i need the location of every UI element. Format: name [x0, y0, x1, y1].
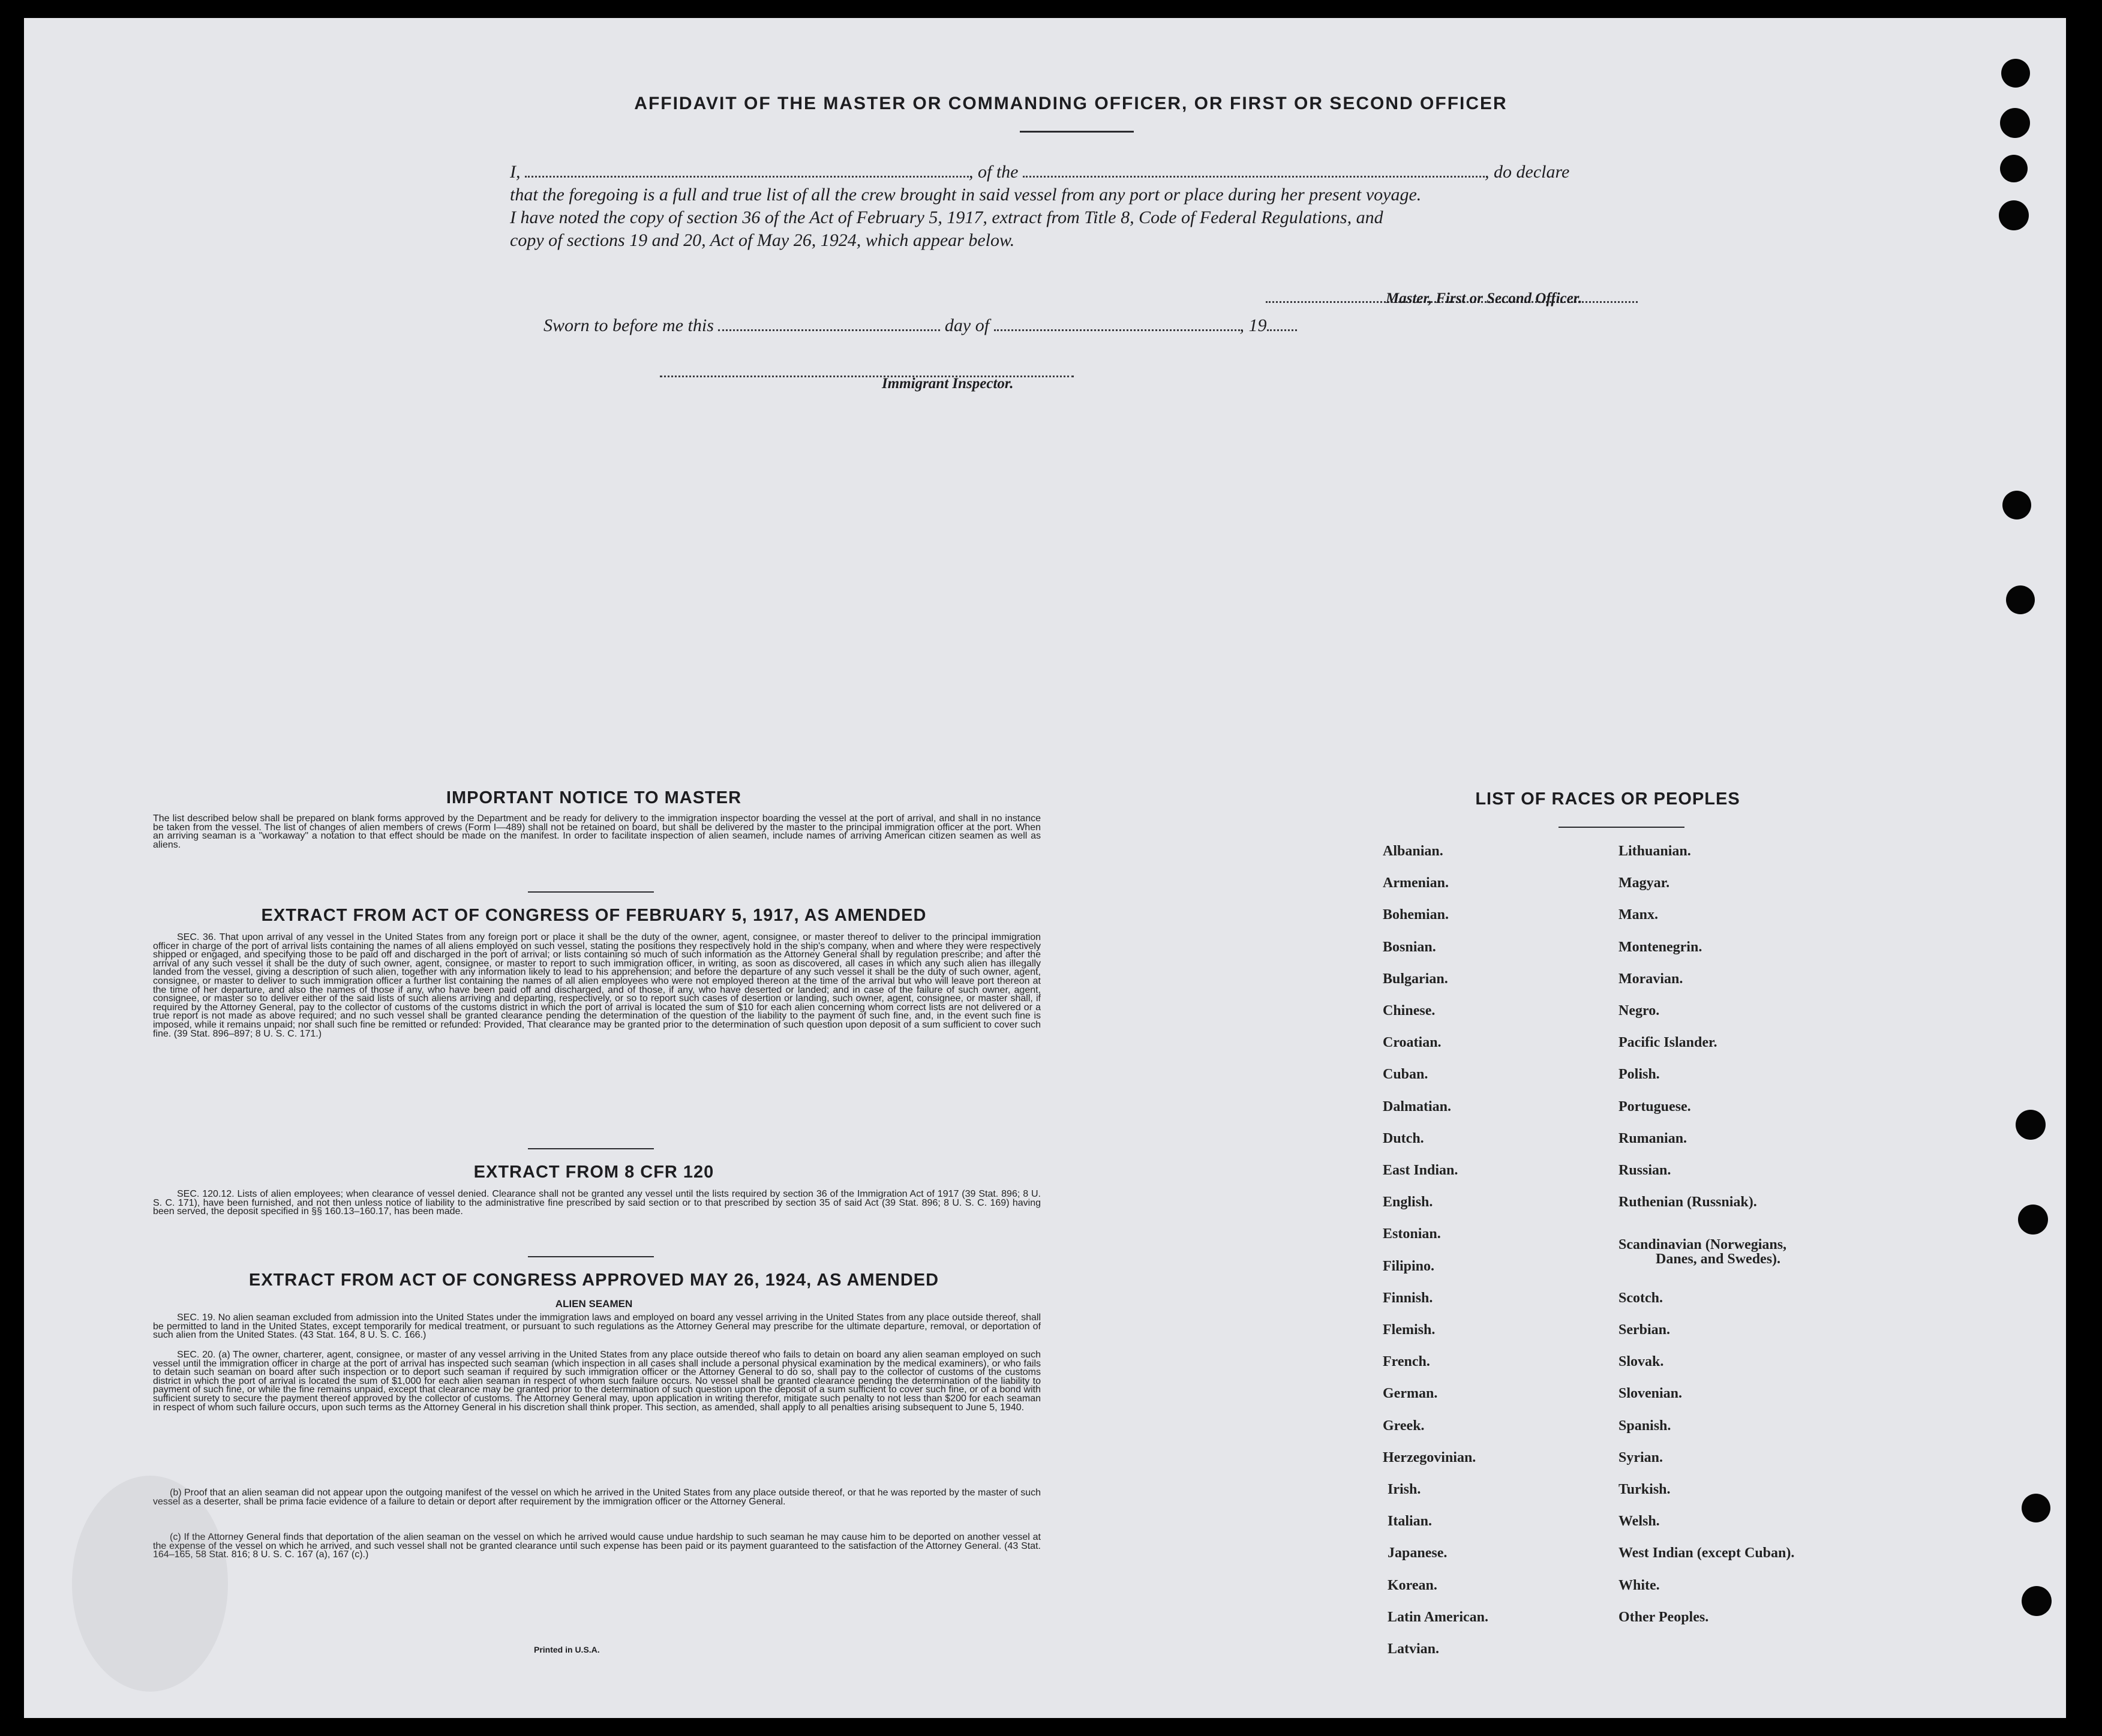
sec20b-text: (b) Proof that an alien seaman did not appear upon the outgoing manifest of the vessel on which he arrived in the United States from any place outside thereof, or that he was reported by the master of such vessel as a deserter, shall be prima facie evidence of a failure to detain or deport after requirement by the immigration officer or the Attorney General. [153, 1488, 1041, 1507]
race-item: Filipino. [1383, 1258, 1435, 1274]
race-item: Croatian. [1383, 1035, 1442, 1051]
race-item: Scandinavian (Norwegians, [1618, 1237, 1787, 1253]
extract-1924-heading: EXTRACT FROM ACT OF CONGRESS APPROVED MAY 26, 1924, AS AMENDED [248, 1271, 939, 1290]
sworn-line [510, 314, 1668, 337]
race-item: Chinese. [1383, 1003, 1436, 1019]
race-item: Armenian. [1383, 875, 1449, 891]
extract-cfr-heading: EXTRACT FROM 8 CFR 120 [473, 1163, 714, 1182]
race-item: Polish. [1618, 1067, 1660, 1083]
race-item: Danes, and Swedes). [1656, 1251, 1781, 1268]
inspector-caption: Immigrant Inspector. [882, 376, 1014, 392]
day-of-label: day of [944, 316, 990, 335]
race-item: Bulgarian. [1383, 971, 1448, 987]
race-item: Rumanian. [1618, 1130, 1687, 1146]
race-item: Manx. [1618, 907, 1658, 923]
race-item: Cuban. [1383, 1067, 1428, 1083]
race-item: Turkish. [1618, 1482, 1671, 1497]
binder-hole [2000, 155, 2028, 182]
races-divider [1559, 827, 1684, 828]
affidavit-title: AFFIDAVIT OF THE MASTER OR COMMANDING OFFICER, OR FIRST OR SECOND OFFICER [634, 94, 1508, 113]
race-item: Dalmatian. [1383, 1098, 1451, 1115]
race-item: English. [1383, 1194, 1433, 1211]
binder-hole [1999, 200, 2029, 230]
race-item: East Indian. [1383, 1163, 1458, 1178]
race-item: Bosnian. [1383, 939, 1436, 955]
binder-hole [2022, 1586, 2052, 1616]
race-item: Bohemian. [1383, 907, 1449, 923]
name-blank[interactable] [525, 161, 969, 178]
race-item: Flemish. [1383, 1322, 1436, 1338]
race-item: Other Peoples. [1618, 1609, 1709, 1625]
declare-i-label: I, [510, 162, 521, 182]
race-item: Slovenian. [1618, 1386, 1683, 1402]
printed-in-usa: Printed in U.S.A. [534, 1645, 600, 1654]
declaration-line-3: I have noted the copy of section 36 of the Act of February 5, 1917, extract from Title 8, Code of Federal Regulations, and [510, 208, 1383, 227]
title-divider [1020, 131, 1134, 133]
race-item: Moravian. [1618, 971, 1683, 987]
declaration-line-4: copy of sections 19 and 20, Act of May 26, 1924, which appear below. [510, 230, 1015, 250]
race-item: Scotch. [1618, 1290, 1663, 1306]
binder-hole [2022, 1494, 2050, 1522]
binder-hole [2016, 1110, 2046, 1140]
race-item: Slovak. [1618, 1354, 1664, 1370]
sec19-text: SEC. 19. No alien seaman excluded from admission into the United States under the immigration laws and employed on board any vessel arriving in the United States from any place outside thereof, shall be permitted to land in the United States, except temporarily for medical treatment, or pursuant to such regulations as the Attorney General may prescribe for the ultimate departure, removal, or deportation of such alien from the United States. (43 Stat. 164, 8 U. S. C. 166.) [153, 1312, 1041, 1341]
race-item: Magyar. [1618, 875, 1670, 891]
race-item: Ruthenian (Russniak). [1618, 1194, 1757, 1211]
race-item: Serbian. [1618, 1322, 1671, 1338]
race-item: Dutch. [1383, 1130, 1424, 1146]
races-heading: LIST OF RACES OR PEOPLES [1475, 789, 1740, 809]
race-item: Negro. [1618, 1003, 1660, 1019]
race-item: Herzegovinian. [1383, 1449, 1476, 1465]
race-item: Montenegrin. [1618, 939, 1702, 955]
race-item: Welsh. [1618, 1513, 1660, 1530]
extract-1917-heading: EXTRACT FROM ACT OF CONGRESS OF FEBRUARY 5, 1917, AS AMENDED [261, 906, 927, 925]
sworn-label: Sworn to before me this [543, 316, 714, 335]
sec20a-text: SEC. 20. (a) The owner, charterer, agent, consignee, or master of any vessel arriving in the United States from any place outside thereof who fails to detain on board any alien seaman employed on such vessel until the immigration officer in charge at the port of arrival has inspected such seaman (which inspection in all cases shall include a personal physical examination by the medical examiners), or who fails to detain such seaman on board after such inspection or to deport such seaman if required by such immigration officer or the Attorney General to do so, shall pay to the collector of customs of the customs district in which the port of arrival is located the sum of $1,000 for each alien seaman in respect of whom such failure occurs. No vessel shall be granted clearance pending the determination of the liability to payment of such fine, or while the fine remains unpaid, except that clearance may be granted prior to the determination of such question upon the deposit of a sum sufficient to cover such fine, or of a bond with sufficient surety to secure the payment thereof approved by the collector of customs. The Attorney General may, upon application in writing therefor, mitigate such penalty to not less than $200 for each seaman in respect of whom such failure occurs, upon such terms as the Attorney General in his discretion shall think proper. This section, as amended, shall apply to all penalties arising subsequent to June 5, 1940. [153, 1350, 1041, 1413]
alien-seamen-subheading: ALIEN SEAMEN [555, 1298, 633, 1309]
binder-hole [2002, 491, 2031, 519]
notice-heading: IMPORTANT NOTICE TO MASTER [446, 788, 742, 807]
inspector-signature-line[interactable] [660, 361, 1074, 377]
master-signature-caption: Master, First or Second Officer. [1386, 290, 1582, 307]
race-item: French. [1383, 1354, 1430, 1370]
race-item: Portuguese. [1618, 1098, 1691, 1115]
sworn-date-blank[interactable] [718, 315, 940, 331]
faint-stamp-impression [72, 1476, 228, 1692]
race-item: Italian. [1388, 1513, 1433, 1530]
do-declare-label: , do declare [1485, 162, 1570, 182]
binder-hole [2000, 108, 2030, 138]
extract-cfr-divider [528, 1256, 654, 1257]
declaration-line-2: that the foregoing is a full and true list of all the crew brought in said vessel from any port or place during her present voyage. [510, 185, 1422, 205]
race-item: Latin American. [1388, 1609, 1488, 1625]
race-item: German. [1383, 1386, 1438, 1402]
race-item: Estonian. [1383, 1226, 1441, 1242]
vessel-blank[interactable] [1023, 161, 1485, 178]
race-item: Lithuanian. [1618, 843, 1691, 859]
race-item: Albanian. [1383, 843, 1443, 859]
binder-hole [2006, 585, 2035, 614]
race-item: Greek. [1383, 1417, 1425, 1434]
race-item: Irish. [1388, 1482, 1421, 1497]
notice-text: The list described below shall be prepared on blank forms approved by the Department and be ready for delivery to the immigration inspector boarding the vessel at the port of arrival, and shall in no instance be taken from the vessel. The list of changes of alien members of crews (Form I—489) shall not be retained on board, but shall be delivered by the master to the principal immigration officer at the port. When an arriving seaman is a "workaway" a notation to that effect should be made on the manifest. In order to facilitate inspection of alien seamen, include names of arriving American citizen seamen as well as aliens. [153, 813, 1041, 850]
race-item: Korean. [1388, 1577, 1437, 1593]
sworn-year-blank[interactable] [1267, 315, 1297, 331]
race-item: White. [1618, 1577, 1660, 1593]
of-the-label: , of the [969, 162, 1019, 182]
race-item: Russian. [1618, 1163, 1671, 1178]
sec20c-text: (c) If the Attorney General finds that deportation of the alien seaman on the vessel on which he arrived would cause undue hardship to such seaman he may cause him to be deported on another vessel at the expense of the vessel on which he arrived, and such vessel shall not be granted clearance until such expense has been paid or its payment guaranteed to the satisfaction of the Attorney General. (43 Stat. 164–165, 58 Stat. 816; 8 U. S. C. 167 (a), 167 (c).) [153, 1532, 1041, 1560]
race-item: Finnish. [1383, 1290, 1433, 1306]
extract-1917-divider [528, 1148, 654, 1149]
race-item: Spanish. [1618, 1417, 1671, 1434]
race-item: Syrian. [1618, 1449, 1663, 1465]
extract-cfr-text: SEC. 120.12. Lists of alien employees; when clearance of vessel denied. Clearance shall not be granted any vessel until the lists required by section 36 of the Immigration Act of 1917 (39 Stat. 896; 8 U. S. C. 171), have been furnished, and not then unless notice of liability to the administrative fine prescribed by said section or to that prescribed by section 35 of said Act (39 Stat. 896; 8 U. S. C. 169) having been served, the deposit specified in §§ 160.13–160.17, has been made. [153, 1189, 1041, 1217]
notice-divider [528, 891, 654, 893]
race-item: Latvian. [1388, 1641, 1440, 1657]
race-item: Japanese. [1388, 1545, 1448, 1561]
race-item: West Indian (except Cuban). [1618, 1545, 1795, 1561]
extract-1917-text: SEC. 36. That upon arrival of any vessel in the United States from any foreign port or place it shall be the duty of the owner, agent, consignee, or master thereof to deliver to the principal immigration officer in charge of the port of arrival lists containing the names of all aliens employed on such vessel, stating the positions they respectively hold in the ship's company, when and where they were respectively shipped or engaged, and specifying those to be paid off and discharged in the port of arrival; or lists containing so much of such information as the Attorney General shall by regulation prescribe; and after the arrival of any such vessel it shall be the duty of such owner, agent, consignee, or master to report to such immigration officer, in writing, as soon as discovered, all cases in which any such alien has illegally landed from the vessel, giving a description of such alien, together with any information likely to lead to his apprehension; and before the departure of any such vessel it shall be the duty of such owner, agent, consignee, or master to deliver to such immigration officer a further list containing the names of all alien employees who were not employed thereon at the time of the arrival but who will leave port thereon at the time of her departure, and also the names of those if any, who have been paid off and discharged, and of those, if any, who have deserted or landed; and in case of the failure of such owner, agent, consignee, or master so to deliver either of the said lists of such aliens arriving and departing, respectively, or so to report such cases of desertion or landing, such owner, agent, consignee, or master shall, if required by the Attorney General, pay to the collector of customs of the customs district in which the port of arrival is located the sum of $10 for each alien concerning whom correct lists are not delivered or a true report is not made as above required; and no such vessel shall be granted clearance pending the determination of the question of the liability to the payment of such fine, and, in the event such fine is imposed, while it remains unpaid; nor shall such fine be remitted or refunded: Provided, That clearance may be granted prior to the determination of such question upon deposit of a sum sufficient to cover such fine. (39 Stat. 896–897; 8 U. S. C. 171.) [153, 932, 1041, 1039]
binder-hole [2001, 59, 2030, 88]
sworn-month-blank[interactable] [994, 315, 1240, 331]
form-page [24, 18, 2066, 1718]
declaration-line-1 [510, 161, 1668, 184]
year-label: , 19 [1239, 316, 1267, 335]
race-item: Pacific Islander. [1618, 1035, 1717, 1051]
binder-hole [2018, 1205, 2048, 1235]
